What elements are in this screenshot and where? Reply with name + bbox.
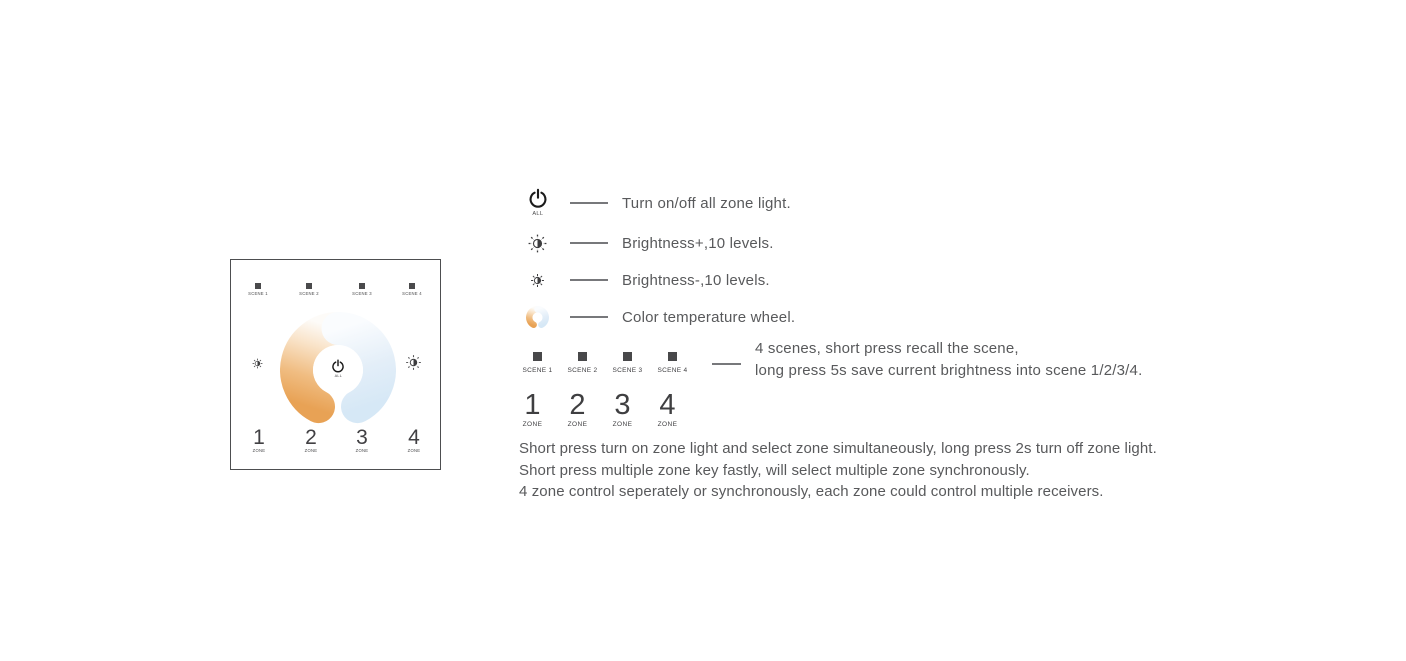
scene-key-label: SCENE 1 — [522, 367, 553, 374]
panel-scene-key-2 — [289, 283, 329, 299]
zone-key-label: ZONE — [567, 421, 588, 428]
connector-line — [570, 202, 608, 204]
brightness-plus-icon — [524, 233, 551, 254]
scene-key-label: SCENE 1 — [248, 292, 268, 297]
zone-key-number: 2 — [569, 389, 586, 421]
note-line: Short press turn on zone light and select zone simultaneously, long press 2s turn off zone light. — [519, 440, 1157, 457]
connector-line — [570, 279, 608, 281]
scene-key-square-icon — [255, 283, 261, 289]
legend-text: Color temperature wheel. — [622, 308, 796, 326]
scene-key-label: SCENE 2 — [567, 367, 598, 374]
zone-key-number: 4 — [408, 426, 420, 449]
scene-key-label: SCENE 3 — [352, 292, 372, 297]
power-icon — [527, 188, 549, 210]
panel-scene-key-3 — [342, 283, 382, 299]
scene-key-4 — [650, 340, 695, 374]
scene-key-1 — [515, 340, 560, 374]
scenes-description-line1: 4 scenes, short press recall the scene, — [755, 340, 1019, 357]
zone-key-number: 1 — [253, 426, 265, 449]
scene-key-label: SCENE 3 — [612, 367, 643, 374]
scene-keys-group — [515, 340, 695, 374]
zone-key-label: ZONE — [355, 449, 369, 454]
zone-key-3 — [600, 389, 645, 428]
panel-zone-key-2 — [291, 428, 331, 456]
scene-key-square-icon — [359, 283, 365, 289]
scenes-description-line2: long press 5s save current brightness into scene 1/2/3/4. — [755, 362, 1143, 379]
zone-key-label: ZONE — [252, 449, 266, 454]
power-all-icon — [524, 188, 551, 218]
legend-row-zones — [510, 389, 690, 428]
note-line: 4 zone control seperately or synchronously, each zone could control multiple receivers. — [519, 483, 1104, 500]
zone-key-label: ZONE — [522, 421, 543, 428]
scene-key-square-icon — [668, 352, 677, 361]
zone-key-2 — [555, 389, 600, 428]
zone-key-number: 4 — [659, 389, 676, 421]
scene-key-square-icon — [409, 283, 415, 289]
color-temperature-wheel-icon — [524, 306, 551, 329]
panel-zone-key-3 — [342, 428, 382, 456]
scene-key-label: SCENE 4 — [657, 367, 688, 374]
scene-key-square-icon — [306, 283, 312, 289]
power-all-key — [331, 359, 346, 381]
scene-key-label: SCENE 4 — [402, 292, 422, 297]
power-all-label: ALL — [532, 211, 543, 217]
zone-key-label: ZONE — [612, 421, 633, 428]
scene-key-3 — [605, 340, 650, 374]
legend-row-brightness-minus — [524, 266, 770, 294]
zone-key-1 — [510, 389, 555, 428]
touch-panel-illustration — [230, 259, 441, 470]
scene-key-label: SCENE 2 — [299, 292, 319, 297]
color-temperature-wheel — [280, 312, 396, 428]
legend-text: Turn on/off all zone light. — [622, 194, 791, 212]
brightness-minus-icon — [524, 272, 551, 289]
legend-row-power — [524, 186, 791, 220]
brightness-minus-icon — [251, 357, 264, 370]
zone-key-label: ZONE — [407, 449, 421, 454]
zone-key-4 — [645, 389, 690, 428]
connector-line — [570, 242, 608, 244]
panel-scene-key-4 — [392, 283, 432, 299]
zone-key-label: ZONE — [304, 449, 318, 454]
zone-key-number: 2 — [305, 426, 317, 449]
legend-text: Brightness-,10 levels. — [622, 271, 770, 289]
scenes-description — [755, 338, 1142, 382]
scene-key-square-icon — [533, 352, 542, 361]
scene-key-square-icon — [578, 352, 587, 361]
scene-key-2 — [560, 340, 605, 374]
zone-key-number: 3 — [356, 426, 368, 449]
connector-line — [570, 316, 608, 318]
legend-row-brightness-plus — [524, 229, 774, 257]
legend-text: Brightness+,10 levels. — [622, 234, 774, 252]
brightness-plus-icon — [405, 354, 422, 371]
panel-scene-key-1 — [238, 283, 278, 299]
connector-line — [712, 363, 741, 365]
zone-notes — [519, 438, 1157, 503]
panel-zone-key-1 — [239, 428, 279, 456]
zone-key-number: 1 — [524, 389, 541, 421]
power-icon — [331, 359, 346, 374]
power-all-label: ALL — [334, 374, 342, 378]
zone-key-number: 3 — [614, 389, 631, 421]
panel-zone-key-4 — [394, 428, 434, 456]
legend-row-color-wheel — [524, 303, 795, 331]
legend-row-scenes — [515, 340, 1143, 386]
scene-key-square-icon — [623, 352, 632, 361]
note-line: Short press multiple zone key fastly, will select multiple zone synchronously. — [519, 461, 1030, 479]
zone-key-label: ZONE — [657, 421, 678, 428]
